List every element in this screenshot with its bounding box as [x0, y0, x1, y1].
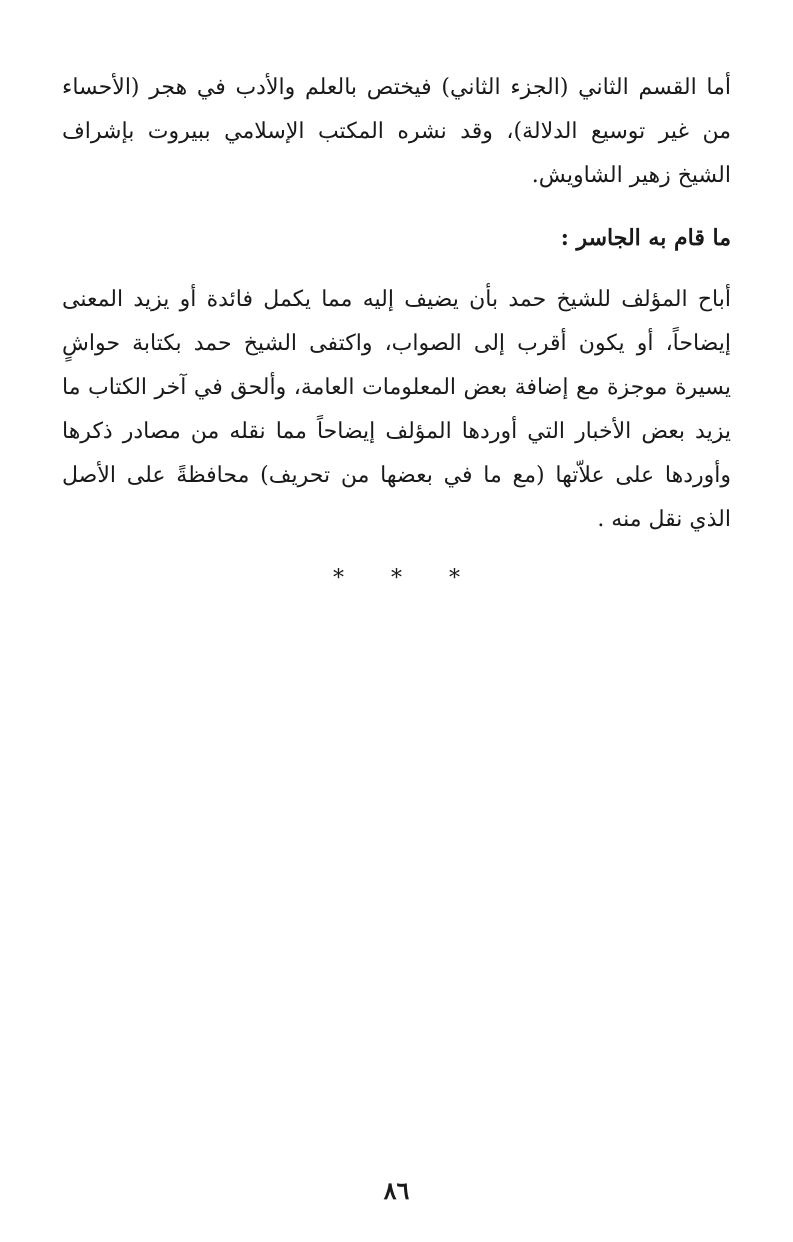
asterisk-separator: * * *	[333, 566, 480, 591]
page-number: ٨٦	[383, 1176, 410, 1205]
paragraph-part-two: أما القسم الثاني (الجزء الثاني) فيختص بالعلم والأدب في هجر (الأحساء من غير توسيع الدلالة)، وقد نشره المكتب الإسلامي ببيروت بإشراف الشيخ زهير الشاويش.	[62, 75, 731, 188]
paragraph-jasser-work: أباح المؤلف للشيخ حمد بأن يضيف إليه مما يكمل فائدة أو يزيد المعنى إيضاحاً، أو يكون أقرب إلى الصواب، واكتفى الشيخ حمد بكتابة حواشٍ يسيرة موجزة مع إضافة بعض المعلومات العامة، وألحق في آخر الكتاب ما يزيد بعض الأخبار التي أوردها المؤلف إيضاحاً مما نقله من مصادر ذكرها وأوردها على علاّتها (مع ما في بعضها من تحريف) محافظةً على الأصل الذي نقل منه .	[62, 287, 731, 532]
page-body	[62, 66, 731, 594]
section-heading: ما قام به الجاسر :	[560, 225, 731, 251]
